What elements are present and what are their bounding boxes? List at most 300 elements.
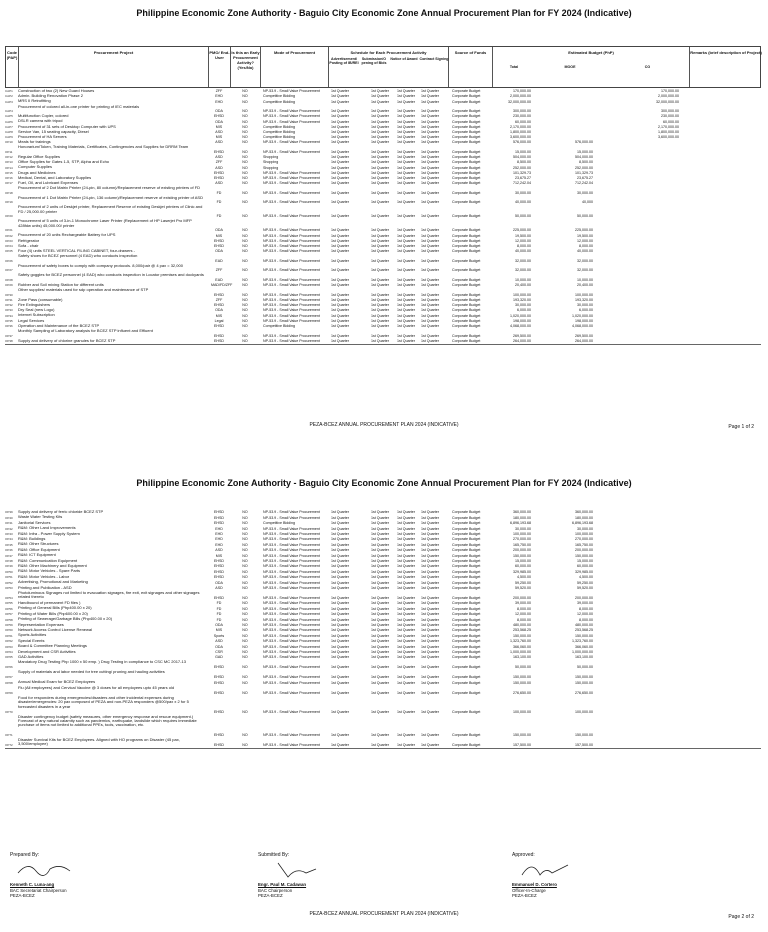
cell-early: NO [242, 596, 248, 600]
submitted-title1: BAC Chairperson [258, 887, 293, 893]
cell-early: NO [242, 644, 248, 649]
cell-ads: 1st Quarter [331, 558, 349, 563]
cell-total: 100,000.00 [513, 292, 531, 297]
cell-early: NO [242, 308, 248, 313]
cell-pmo: EHSD [214, 564, 224, 569]
table-row [5, 105, 761, 115]
header-schedule-label: Schedule for Each Procurement Activity [350, 50, 427, 55]
cell-source: Corporate Budget [452, 585, 481, 590]
cell-source: Corporate Budget [452, 622, 481, 627]
cell-mooe: 23,675.27 [577, 175, 593, 180]
cell-total: 300,000.00 [513, 109, 531, 114]
cell-ads: 1st Quarter [331, 303, 349, 308]
cell-project: Food for responders during emergencies/disasters and other incidental expenses during disaster/emergencies: 20 pax composed of PEZA and non-PEZA responders @500/pax x 2 for 5 forecasted disasters in a year [18, 694, 189, 709]
submitted-block [258, 853, 328, 899]
cell-code: OP25 [5, 249, 13, 254]
header-total: Total [509, 65, 519, 69]
cell-contract: 1st Quarter [421, 114, 439, 119]
cell-contract: 1st Quarter [421, 612, 439, 617]
cell-noa: 1st Quarter [397, 548, 415, 553]
cell-mooe: 270,000.00 [575, 537, 593, 542]
cell-noa: 1st Quarter [397, 585, 415, 590]
cell-submission: 1st Quarter [371, 601, 389, 606]
cell-project: Construction of two (2) New Guard Houses [18, 88, 95, 93]
cell-mode: NP-53.9 - Small Value Procurement [263, 214, 320, 219]
cell-mooe: 40,000 [582, 200, 593, 205]
page-number: Page 1 of 2 [728, 424, 754, 430]
cell-early: NO [242, 333, 248, 338]
cell-source: Corporate Budget [452, 318, 481, 323]
cell-mooe: 20,400.00 [577, 283, 593, 288]
cell-early: NO [242, 313, 248, 318]
cell-ads: 1st Quarter [331, 170, 349, 175]
cell-project: Supply of materials and labor needed for tree cutting/ pruning and hauling activities [18, 669, 165, 675]
cell-total: 329,985.00 [513, 569, 531, 574]
cell-ads: 1st Quarter [331, 612, 349, 617]
cell-code: OP51 [5, 575, 13, 580]
cell-mode: Shopping [263, 155, 279, 160]
cell-co: 32,000,000.00 [656, 99, 679, 104]
cell-ads: 1st Quarter [331, 243, 349, 248]
cell-pmo: EHSD [214, 596, 224, 600]
cell-mooe: 1,000,000.00 [572, 649, 593, 654]
cell-source: Corporate Budget [452, 124, 481, 129]
cell-mode: NP-53.9 - Small Value Procurement [263, 633, 320, 638]
cell-project: Fire Extinguishers [18, 302, 51, 307]
cell-submission: 1st Quarter [371, 644, 389, 649]
cell-submission: 1st Quarter [371, 214, 389, 219]
cell-noa: 1st Quarter [397, 742, 415, 747]
table-row [5, 205, 761, 219]
cell-noa: 1st Quarter [397, 606, 415, 611]
cell-early: NO [242, 89, 248, 94]
cell-code: CAP7 [5, 124, 13, 129]
cell-source: Corporate Budget [452, 297, 481, 302]
cell-mode: NP-53.9 - Small Value Procurement [263, 531, 320, 536]
cell-contract: 1st Quarter [421, 510, 439, 515]
cell-submission: 1st Quarter [371, 119, 389, 124]
cell-mode: NP-53.9 - Small Value Procurement [263, 515, 320, 520]
cell-pmo: EHD [215, 99, 223, 104]
cell-project: Procurement of safety boxes to comply with company protocols. 8,000/pair @ 4 pax = 32,000 [18, 262, 183, 268]
table-bottom-rule [5, 344, 761, 345]
cell-pmo: FD [216, 601, 222, 606]
cell-ads: 1st Quarter [331, 249, 349, 254]
cell-ads: 1st Quarter [331, 526, 349, 531]
cell-contract: 1st Quarter [421, 553, 439, 558]
cell-early: NO [242, 575, 248, 580]
header-early: Is this an Early Procurement Activity? (Yes/No) [231, 47, 261, 87]
cell-mooe: 100,000.00 [575, 709, 593, 714]
cell-early: NO [242, 564, 248, 569]
cell-project: Procurement of 1 Dot Matrix Printer (24-pin, 136 column)/Replacement reserve of existing printer of ASD [18, 194, 203, 200]
cell-project: R&M: Other Land Improvements [18, 525, 76, 531]
cell-noa: 1st Quarter [397, 135, 415, 140]
cell-contract: 1st Quarter [421, 596, 439, 600]
cell-ads: 1st Quarter [331, 628, 349, 633]
cell-mode: NP-53.9 - Small Value Procurement [263, 675, 320, 680]
cell-source: Corporate Budget [452, 639, 481, 644]
cell-early: NO [242, 135, 248, 140]
cell-submission: 1st Quarter [371, 548, 389, 553]
cell-project: R&M: Buildings [18, 536, 46, 541]
cell-project: Representation Expenses [18, 621, 64, 627]
cell-mode: NP-53.9 - Small Value Procurement [263, 649, 320, 654]
cell-early: NO [242, 109, 248, 114]
cell-submission: 1st Quarter [371, 283, 389, 288]
cell-project: Supply and delivery of chlorine granules for BCEZ STP [18, 337, 116, 343]
cell-source: Corporate Budget [452, 160, 481, 165]
cell-submission: 1st Quarter [371, 742, 389, 747]
cell-project: Safety goggles for BCEZ personnel (4 EAD) who conducts inspection in Locator premises and dockyards [18, 272, 204, 278]
cell-pmo: MIS [215, 124, 223, 129]
cell-ads: 1st Quarter [331, 338, 349, 343]
cell-early: NO [242, 655, 248, 660]
cell-pmo: EHSD [214, 175, 224, 180]
cell-pmo: ASD [215, 155, 223, 160]
cell-contract: 1st Quarter [421, 617, 439, 622]
cell-ads: 1st Quarter [331, 622, 349, 627]
cell-mooe: 253,568.25 [575, 628, 593, 633]
cell-ads: 1st Quarter [331, 690, 349, 695]
cell-pmo: ZFF [215, 297, 223, 302]
cell-pmo: ZFF [215, 160, 223, 165]
cell-source: Corporate Budget [452, 655, 481, 660]
cell-submission: 1st Quarter [371, 732, 389, 737]
cell-code: OP28 [5, 277, 13, 282]
cell-project: R&M: Office Equipment [18, 546, 60, 552]
cell-contract: 1st Quarter [421, 200, 439, 205]
cell-submission: 1st Quarter [371, 526, 389, 531]
cell-contract: 1st Quarter [421, 531, 439, 536]
cell-source: Corporate Budget [452, 283, 481, 288]
cell-contract: 1st Quarter [421, 283, 439, 288]
cell-early: NO [242, 297, 248, 302]
cell-mooe: 6,896,193.68 [572, 521, 593, 526]
table-row [5, 219, 761, 233]
cell-mode: NP-53.9 - Small Value Procurement [263, 297, 320, 302]
cell-mode: NP-53.9 - Small Value Procurement [263, 564, 320, 569]
cell-early: NO [242, 249, 248, 254]
cell-mooe: 101,329.73 [575, 170, 593, 175]
cell-pmo: EHSD [214, 510, 224, 515]
cell-mode: NP-53.9 - Small Value Procurement [263, 639, 320, 644]
cell-contract: 1st Quarter [421, 601, 439, 606]
cell-early: NO [242, 690, 248, 695]
cell-project: Admin. Building Renovation Phase 2 [18, 93, 83, 99]
cell-project: Multifunction Copier, colored [18, 113, 69, 119]
cell-total: 165,750.00 [513, 542, 531, 547]
cell-early: NO [242, 114, 248, 119]
cell-noa: 1st Quarter [397, 228, 415, 233]
cell-ads: 1st Quarter [331, 580, 349, 585]
cell-contract: 1st Quarter [421, 170, 439, 175]
cell-noa: 1st Quarter [397, 526, 415, 531]
cell-code: OP20 [5, 214, 13, 219]
cell-mode: NP-53.9 - Small Value Procurement [263, 200, 320, 205]
cell-total: 1,800,000.00 [510, 129, 531, 134]
cell-pmo: EHSD [214, 292, 224, 297]
cell-noa: 1st Quarter [397, 303, 415, 308]
cell-submission: 1st Quarter [371, 233, 389, 238]
cell-ads: 1st Quarter [331, 515, 349, 520]
cell-early: NO [242, 129, 248, 134]
cell-project: Printing of Water Bills (Php600.00 x 20) [18, 610, 88, 616]
cell-contract: 1st Quarter [421, 732, 439, 737]
cell-total: 19,500.00 [515, 233, 531, 238]
cell-early: NO [242, 233, 248, 238]
cell-pmo: Legal [214, 318, 224, 323]
cell-mode: NP-53.9 - Small Value Procurement [263, 709, 320, 714]
cell-project: R&M: Infra - Power Supply System [18, 530, 80, 536]
cell-mode: NP-53.9 - Small Value Procurement [263, 553, 320, 558]
cell-total: 8,000.00 [517, 617, 531, 622]
cell-mode: Competitive Bidding [263, 129, 295, 134]
cell-project: Office Supplies for Gates 1-5, STP, Alpha and Echo [18, 159, 110, 165]
cell-code: OP11 [5, 149, 13, 154]
page-footer: PEZA-BCEZ ANNUAL PROCUREMENT PLAN 2024 (INDICATIVE) [309, 911, 459, 917]
cell-noa: 1st Quarter [397, 165, 415, 170]
cell-pmo: EHSD [214, 149, 224, 154]
cell-code: OP44 [5, 537, 13, 542]
cell-mooe: 1,020,000.00 [572, 313, 593, 318]
cell-project: Procurement of 20 units Rechargeable Battery for UPS [18, 232, 116, 238]
cell-code: OP50 [5, 569, 13, 574]
cell-code: OP65 [5, 655, 13, 660]
cell-early: NO [242, 190, 248, 195]
cell-ads: 1st Quarter [331, 165, 349, 170]
cell-source: Corporate Budget [452, 521, 481, 526]
cell-pmo: EHSD [214, 569, 224, 574]
cell-pmo: FD [216, 617, 222, 622]
cell-pmo: ODA [215, 109, 223, 114]
cell-mooe: 366,060.00 [575, 644, 593, 649]
cell-total: 504,000.00 [513, 155, 531, 160]
cell-total: 200,000.00 [513, 596, 531, 600]
cell-project: Fuel, Oil, and Lubricant Expenses [18, 180, 79, 185]
cell-pmo: MIS [215, 313, 223, 318]
cell-source: Corporate Budget [452, 338, 481, 343]
cell-source: Corporate Budget [452, 249, 481, 254]
cell-noa: 1st Quarter [397, 160, 415, 165]
cell-co: 2,000,000.00 [658, 94, 679, 99]
cell-noa: 1st Quarter [397, 99, 415, 104]
cell-ads: 1st Quarter [331, 675, 349, 680]
cell-contract: 1st Quarter [421, 165, 439, 170]
cell-project: Internet Subscription [18, 312, 55, 318]
cell-early: NO [242, 149, 248, 154]
cell-noa: 1st Quarter [397, 258, 415, 263]
cell-total: 193,320.00 [513, 297, 531, 302]
cell-pmo: ODA [215, 228, 223, 233]
cell-submission: 1st Quarter [371, 190, 389, 195]
signatories [0, 853, 768, 905]
cell-total: 40,000.00 [515, 200, 531, 205]
header-submission: Submission/O pening of Bids [361, 57, 387, 66]
cell-mode: Competitive Bidding [263, 521, 295, 526]
cell-pmo: EHSD [214, 333, 224, 338]
cell-submission: 1st Quarter [371, 175, 389, 180]
cell-ads: 1st Quarter [331, 99, 349, 104]
cell-source: Corporate Budget [452, 170, 481, 175]
table-row [5, 273, 761, 283]
cell-source: Corporate Budget [452, 190, 481, 195]
cell-code: OP66 [5, 665, 13, 670]
cell-contract: 1st Quarter [421, 622, 439, 627]
cell-contract: 1st Quarter [421, 580, 439, 585]
cell-ads: 1st Quarter [331, 601, 349, 606]
cell-contract: 1st Quarter [421, 323, 439, 328]
cell-early: NO [242, 283, 248, 288]
cell-total: 50,000.00 [515, 665, 531, 670]
cell-mooe: 504,000.00 [575, 155, 593, 160]
cell-total: 269,500.00 [513, 333, 531, 338]
cell-code: OP70 [5, 709, 13, 714]
cell-source: Corporate Budget [452, 628, 481, 633]
cell-noa: 1st Quarter [397, 233, 415, 238]
cell-early: NO [242, 175, 248, 180]
cell-mode: Competitive Bidding [263, 135, 295, 140]
cell-source: Corporate Budget [452, 165, 481, 170]
cell-ads: 1st Quarter [331, 135, 349, 140]
cell-contract: 1st Quarter [421, 575, 439, 580]
cell-total: 253,568.25 [513, 628, 531, 633]
cell-ads: 1st Quarter [331, 633, 349, 638]
cell-code: CAP2 [5, 94, 13, 99]
prepared-title2: PEZA-BCEZ [10, 893, 35, 899]
cell-noa: 1st Quarter [397, 268, 415, 273]
cell-total: 150,000.00 [513, 633, 531, 638]
cell-mooe: 165,750.00 [575, 542, 593, 547]
page-number: Page 2 of 2 [728, 914, 754, 920]
cell-pmo: MAD/FD/ZFF [211, 283, 233, 288]
cell-project: R&M: Other Structures [18, 541, 59, 547]
cell-mode: NP-53.9 - Small Value Procurement [263, 258, 320, 263]
cell-source: Corporate Budget [452, 268, 481, 273]
cell-source: Corporate Budget [452, 575, 481, 580]
approved-title2: PEZA-BCEZ [512, 893, 537, 899]
cell-ads: 1st Quarter [331, 149, 349, 154]
cell-pmo: EHSD [214, 732, 224, 737]
cell-total: 252,000.00 [513, 165, 531, 170]
cell-ads: 1st Quarter [331, 238, 349, 243]
cell-contract: 1st Quarter [421, 243, 439, 248]
cell-early: NO [242, 617, 248, 622]
cell-noa: 1st Quarter [397, 155, 415, 160]
cell-code: OP17 [5, 181, 13, 186]
cell-code: OP41 [5, 521, 13, 526]
cell-total: 150,000.00 [513, 680, 531, 685]
cell-total: 2,000,000.00 [510, 94, 531, 99]
cell-submission: 1st Quarter [371, 542, 389, 547]
cell-noa: 1st Quarter [397, 675, 415, 680]
cell-submission: 1st Quarter [371, 633, 389, 638]
cell-source: Corporate Budget [452, 277, 481, 282]
cell-project: MRS II Retrofitting [18, 98, 51, 104]
cell-code: CAP3 [5, 99, 13, 104]
cell-pmo: EHSD [214, 665, 224, 670]
cell-mode: NP-53.9 - Small Value Procurement [263, 548, 320, 553]
cell-mooe: 19,500.00 [577, 233, 593, 238]
cell-total: 264,000.00 [513, 338, 531, 343]
table-row [5, 715, 761, 738]
cell-pmo: ODA [215, 622, 223, 627]
cell-noa: 1st Quarter [397, 308, 415, 313]
cell-mooe: 576,000.00 [575, 140, 593, 145]
cell-project: Zone Pass (consumable) [18, 296, 63, 302]
table-row [5, 145, 761, 155]
cell-submission: 1st Quarter [371, 323, 389, 328]
cell-contract: 1st Quarter [421, 690, 439, 695]
cell-pmo: ODA [215, 119, 223, 124]
cell-early: NO [242, 665, 248, 670]
cell-contract: 1st Quarter [421, 89, 439, 94]
cell-source: Corporate Budget [452, 601, 481, 606]
header-estimated-label: Estimated Budget (PhP) [568, 50, 614, 55]
cell-submission: 1st Quarter [371, 606, 389, 611]
cell-ads: 1st Quarter [331, 124, 349, 129]
cell-total: 100,000.00 [513, 709, 531, 714]
cell-source: Corporate Budget [452, 612, 481, 617]
cell-submission: 1st Quarter [371, 181, 389, 186]
cell-submission: 1st Quarter [371, 558, 389, 563]
cell-mooe: 50,000.00 [577, 214, 593, 219]
cell-contract: 1st Quarter [421, 249, 439, 254]
cell-total: 60,000.00 [515, 564, 531, 569]
cell-project: R&M: Communication Equipment [18, 557, 78, 563]
cell-total: 200,000.00 [513, 548, 531, 553]
cell-project: Procurement of 5 units of 3-in-1 Monochrome Laser Printer (Replacement of HP Laserjet Pro MFP 428fdw units) 45,000.00/ printer [18, 218, 192, 228]
cell-total: 30,000.00 [515, 190, 531, 195]
cell-code: OP72 [5, 742, 13, 747]
cell-contract: 1st Quarter [421, 258, 439, 263]
cell-early: NO [242, 732, 248, 737]
cell-mooe: 193,320.00 [575, 297, 593, 302]
cell-pmo: EHD [215, 542, 223, 547]
cell-ads: 1st Quarter [331, 283, 349, 288]
cell-contract: 1st Quarter [421, 742, 439, 747]
cell-contract: 1st Quarter [421, 99, 439, 104]
cell-total: 712,242.04 [513, 181, 531, 186]
cell-early: NO [242, 606, 248, 611]
cell-contract: 1st Quarter [421, 318, 439, 323]
cell-co: 3,600,000.00 [658, 135, 679, 140]
cell-mooe: 12,000.00 [577, 612, 593, 617]
cell-pmo: ASD [215, 140, 223, 145]
cell-project: Advertising, Promotional and Marketing [18, 579, 88, 585]
prepared-name: Kenneth C. Luna-ang [10, 882, 55, 888]
cell-ads: 1st Quarter [331, 742, 349, 747]
cell-early: NO [242, 585, 248, 590]
cell-noa: 1st Quarter [397, 200, 415, 205]
cell-code: OP21 [5, 228, 13, 233]
cell-code: OP34 [5, 313, 13, 318]
cell-mode: NP-53.9 - Small Value Procurement [263, 268, 320, 273]
cell-ads: 1st Quarter [331, 89, 349, 94]
cell-project: Handbound of permanent FD files ) [18, 600, 81, 605]
page-2 [0, 466, 768, 932]
table-row [5, 696, 761, 715]
cell-submission: 1st Quarter [371, 655, 389, 660]
cell-total: 150,000.00 [513, 732, 531, 737]
cell-project: Computer Supplies [18, 164, 53, 170]
cell-pmo: ASD [215, 639, 223, 644]
cell-code: OP63 [5, 644, 13, 649]
cell-early: NO [242, 318, 248, 323]
cell-mooe: 59,520.00 [577, 585, 593, 590]
cell-source: Corporate Budget [452, 564, 481, 569]
cell-source: Corporate Budget [452, 649, 481, 654]
